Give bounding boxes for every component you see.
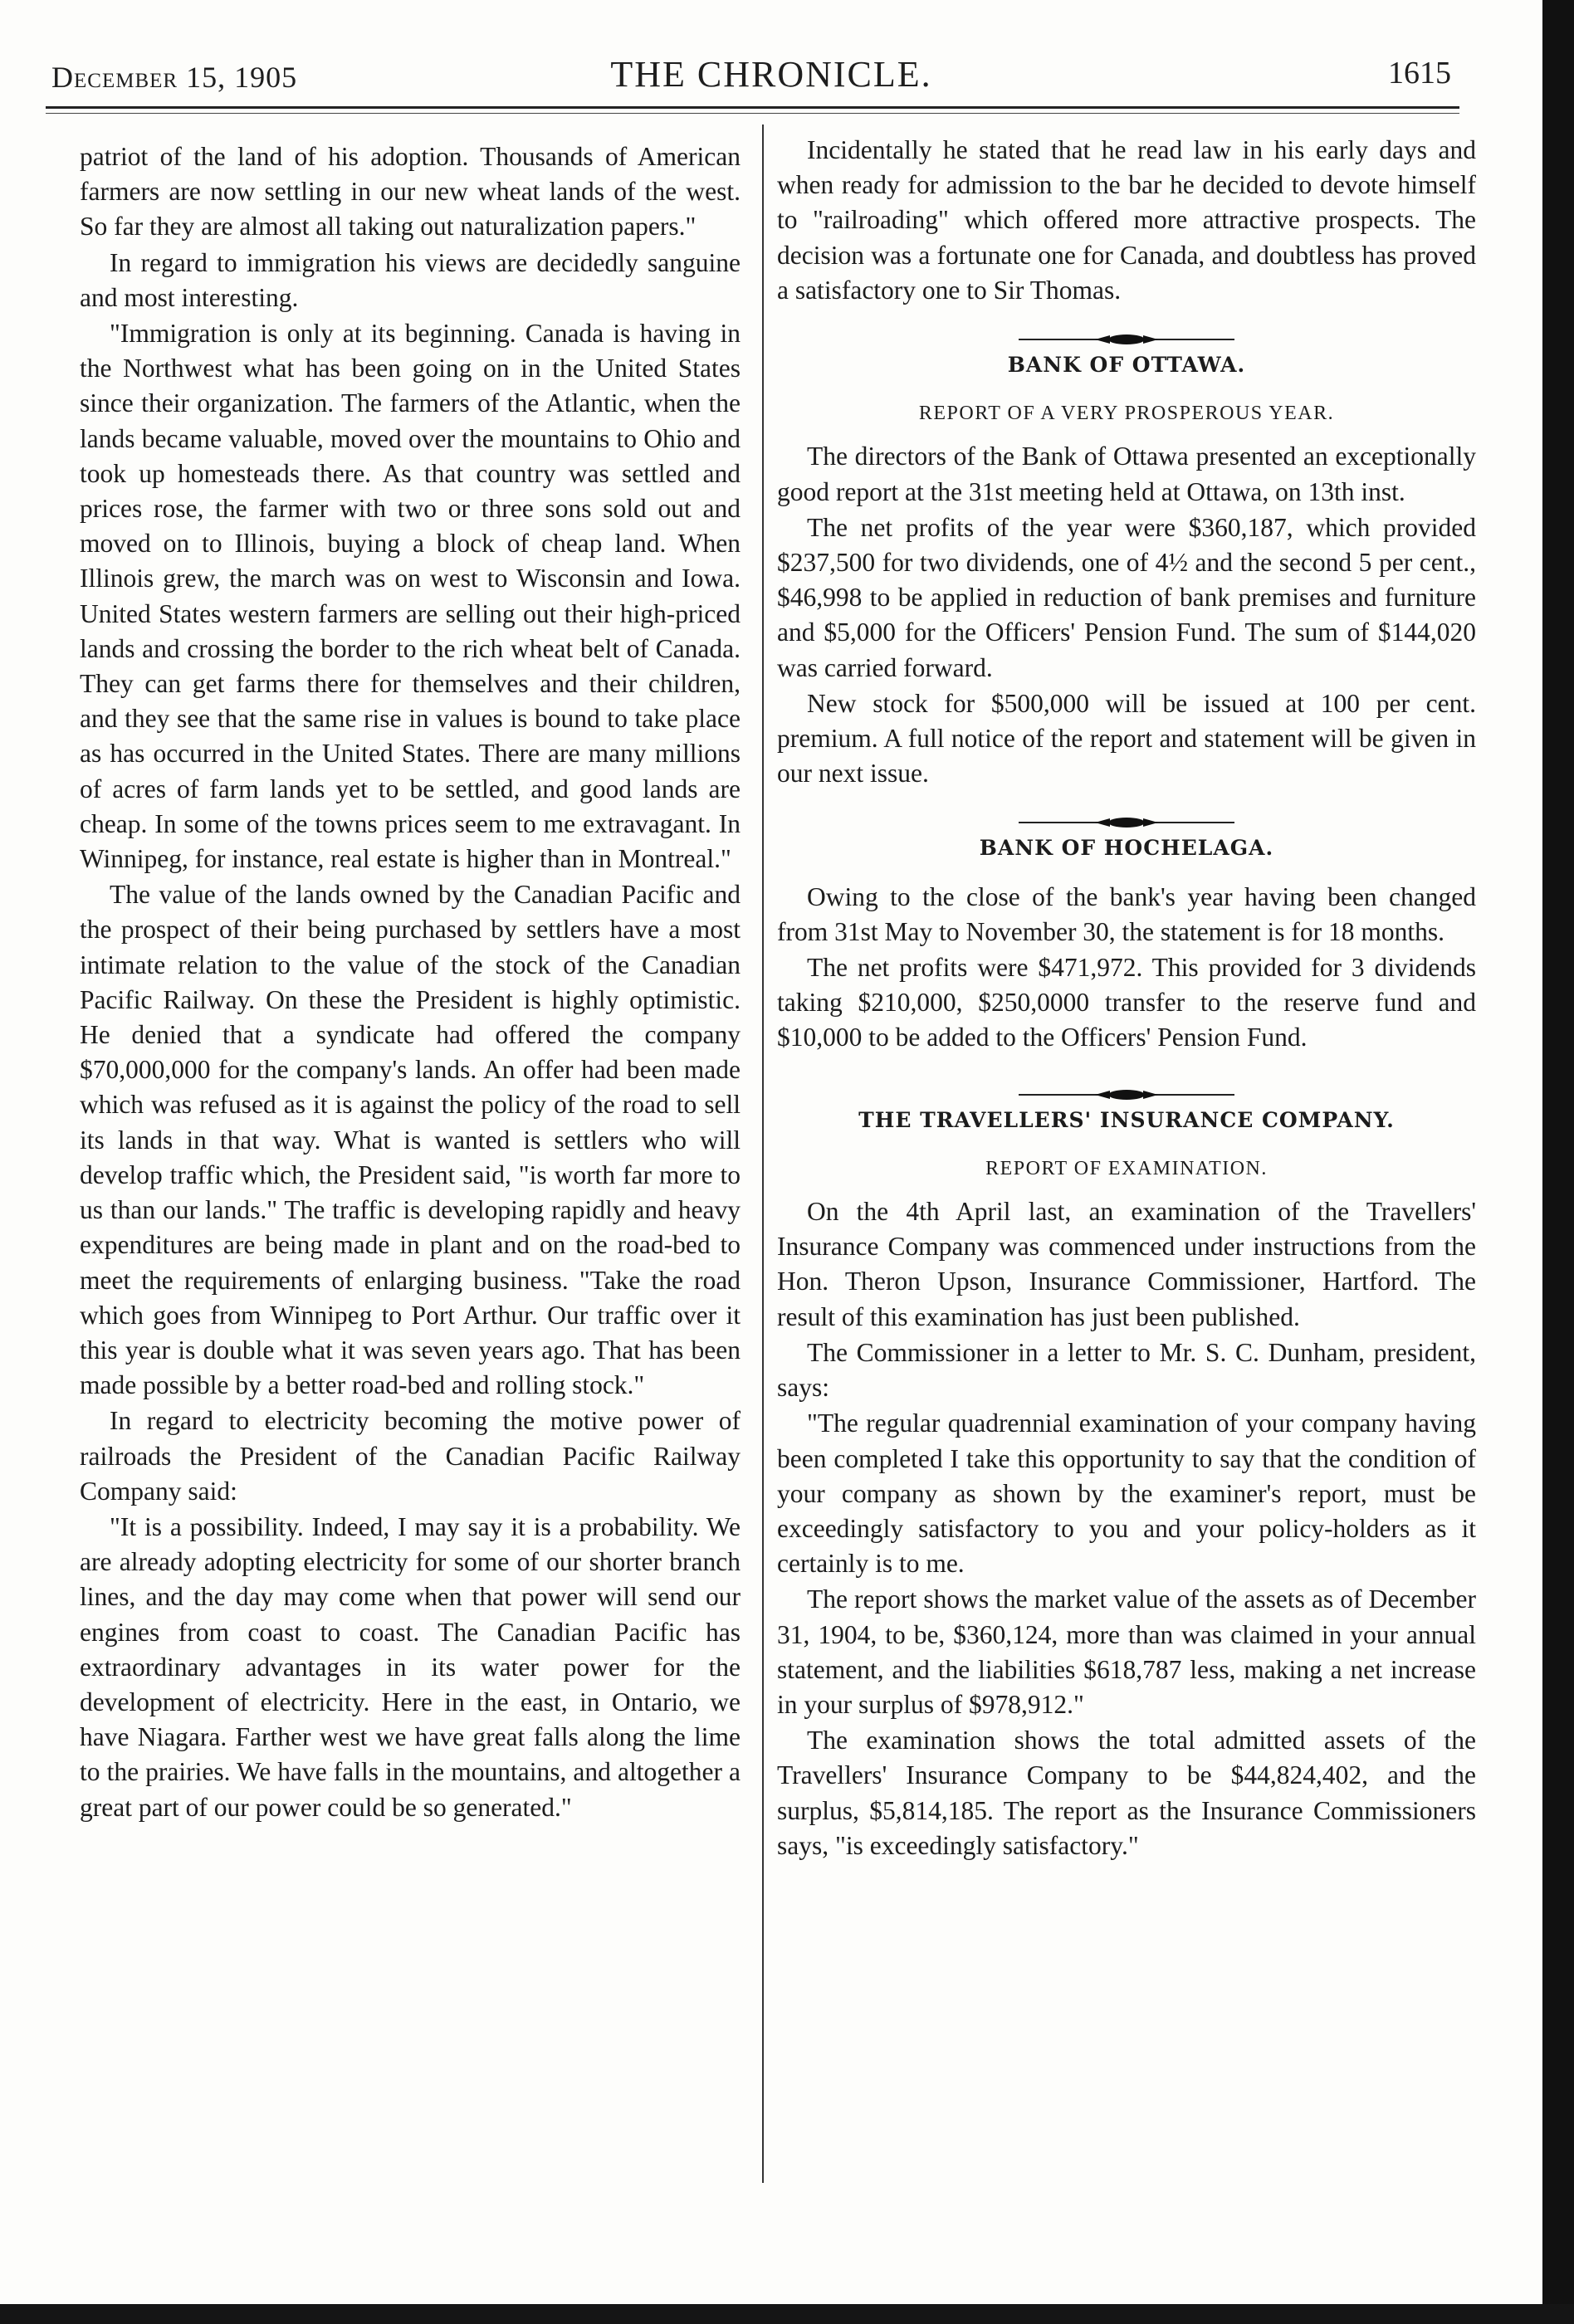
issue-date: December 15, 1905 bbox=[51, 61, 298, 94]
article-paragraph: On the 4th April last, an examination of the Travellers' Insurance Company was commenced under instructions from the Hon. Theron Upson, Insurance Commissioner, Hartford. The result of this examination has just been published. bbox=[777, 1197, 1476, 1331]
right-column bbox=[777, 133, 1476, 1864]
header-rule-thick bbox=[46, 106, 1459, 109]
article-paragraph: The examination shows the total admitted assets of the Travellers' Insurance Company to be $44,824,402, and the surplus, $5,814,185. The report as the Insurance Commissioners says, "is exceedingly satisfactory." bbox=[777, 1726, 1476, 1860]
article-paragraph: In regard to immigration his views are decidedly sanguine and most interesting. bbox=[80, 247, 741, 312]
section-title-bank-of-ottawa: BANK OF OTTAWA. bbox=[1007, 353, 1246, 378]
page-number: 1615 bbox=[1388, 56, 1451, 90]
scan-edge-right bbox=[1542, 0, 1574, 2324]
article-paragraph: The directors of the Bank of Ottawa presented an exceptionally good report at the 31st meeting held at Ottawa, on 13th inst. bbox=[777, 442, 1476, 506]
article-paragraph: The net profits of the year were $360,187, which provided $237,500 for two dividends, one of 4½ and the second 5 per cent., $46,998 to be applied in reduction of bank premises and furniture and $5,000 for the Officers' Pension Fund. The sum of $144,020 was carried forward. bbox=[777, 512, 1476, 682]
article-paragraph: The net profits were $471,972. This provided for 3 dividends taking $210,000, $250,0000 transfer to the reserve fund and $10,000 to be added to the Officers' Pension Fund. bbox=[777, 953, 1476, 1052]
article-paragraph: patriot of the land of his adoption. Thousands of American farmers are now settling in our new wheat lands of the west. So far they are almost all taking out naturalization papers." bbox=[80, 142, 741, 242]
section-subtitle: REPORT OF A VERY PROSPEROUS YEAR. bbox=[918, 403, 1335, 425]
article-paragraph: The Commissioner in a letter to Mr. S. C. Dunham, president, says: bbox=[777, 1337, 1476, 1403]
left-column bbox=[80, 139, 741, 1826]
article-paragraph: Owing to the close of the bank's year having been changed from 31st May to November 30, the statement is for 18 months. bbox=[777, 881, 1476, 946]
section-ornament bbox=[777, 804, 1476, 819]
article-paragraph: "Immigration is only at its beginning. Canada is having in the Northwest what has been going on in the United States since their organization. The farmers of the Atlantic, when the lands became valuable, moved over the mountains to Ohio and took up homesteads there. As that country was settled and prices rose, the farmer with two or three sons sold out and moved on to Illinois, buying a block of cheap land. When Illinois grew, the march was on west to Wisconsin and Iowa. United States western farmers are selling out their high-priced lands and crossing the border to the rich wheat belt of Canada. They can get farms there for themselves and their children, and they see that the same rise in values is bound to take place as has occurred in the United States. There are many millions of acres of farm lands yet to be settled, and good lands are cheap. In some of the towns prices seem to me extravagant. In Winnipeg, for instance, real estate is higher than in Montreal." bbox=[80, 319, 741, 874]
article-paragraph: New stock for $500,000 will be issued at 100 per cent. premium. A full notice of the report and statement will be given in our next issue. bbox=[777, 688, 1476, 788]
page-header bbox=[0, 48, 1542, 106]
article-paragraph: In regard to electricity becoming the motive power of railroads the President of the Canadian Pacific Railway Company said: bbox=[80, 1406, 741, 1506]
section-ornament bbox=[777, 321, 1476, 336]
spacer bbox=[777, 1057, 1476, 1063]
section-subtitle: REPORT OF EXAMINATION. bbox=[985, 1157, 1268, 1179]
article-paragraph: "The regular quadrennial examination of your company having been completed I take this opportunity to say that the condition of your company as shown by the examiner's report, must be exceedingly satisfactory to you and your policy-holders as it certainly is to me. bbox=[777, 1409, 1476, 1579]
article-paragraph: "It is a possibility. Indeed, I may say it is a probability. We are already adopting electricity for some of our shorter branch lines, and the day may come when that power will send our engines from coast to coast. The Canadian Pacific has extraordinary advantages in its water power for the development of electricity. Here in the east, in Ontario, we have Niagara. Farther west we have great falls along the lime to the prairies. We have falls in the mountains, and altogether a great part of our power could be so generated." bbox=[80, 1511, 741, 1822]
section-title-bank-of-hochelaga: BANK OF HOCHELAGA. bbox=[979, 836, 1274, 861]
article-paragraph: The value of the lands owned by the Canadian Pacific and the prospect of their being purchased by settlers have a most intimate relation to the value of the stock of the Canadian Pacific Railway. On these the President is highly optimistic. He denied that a syndicate had offered the company $70,000,000 for the company's lands. An offer had been made which was refused as it is against the policy of the road to sell its lands in that way. What is wanted is settlers who will develop traffic which, the President said, "is worth far more to us than our lands." The traffic is developing rapidly and heavy expenditures are being made in plant and on the road-bed to meet the requirements of enlarging business. "Take the road which goes from Winnipeg to Port Arthur. Our traffic over it this year is double what it was seven years ago. That has been made possible by a better road-bed and rolling stock." bbox=[80, 880, 741, 1400]
publication-title: THE CHRONICLE. bbox=[610, 54, 932, 95]
column-divider bbox=[762, 124, 764, 2183]
header-rule-thin bbox=[46, 113, 1459, 114]
section-title-travellers-insurance: THE TRAVELLERS' INSURANCE COMPANY. bbox=[858, 1107, 1395, 1132]
article-paragraph: Incidentally he stated that he read law in his early days and when ready for admission to the bar he decided to devote himself to "railroading" which offered more attractive prospects. The decision was a fortunate one for Canada, and doubtless has proved a satisfactory one to Sir Thomas. bbox=[777, 135, 1476, 305]
article-paragraph: The report shows the market value of the assets as of December 31, 1904, to be, $360,124, more than was claimed in your annual statement, and the liabilities $618,787 less, making a net increase in your surplus of $978,912." bbox=[777, 1584, 1476, 1719]
section-ornament bbox=[777, 1077, 1476, 1091]
scan-edge-bottom bbox=[0, 2304, 1574, 2324]
